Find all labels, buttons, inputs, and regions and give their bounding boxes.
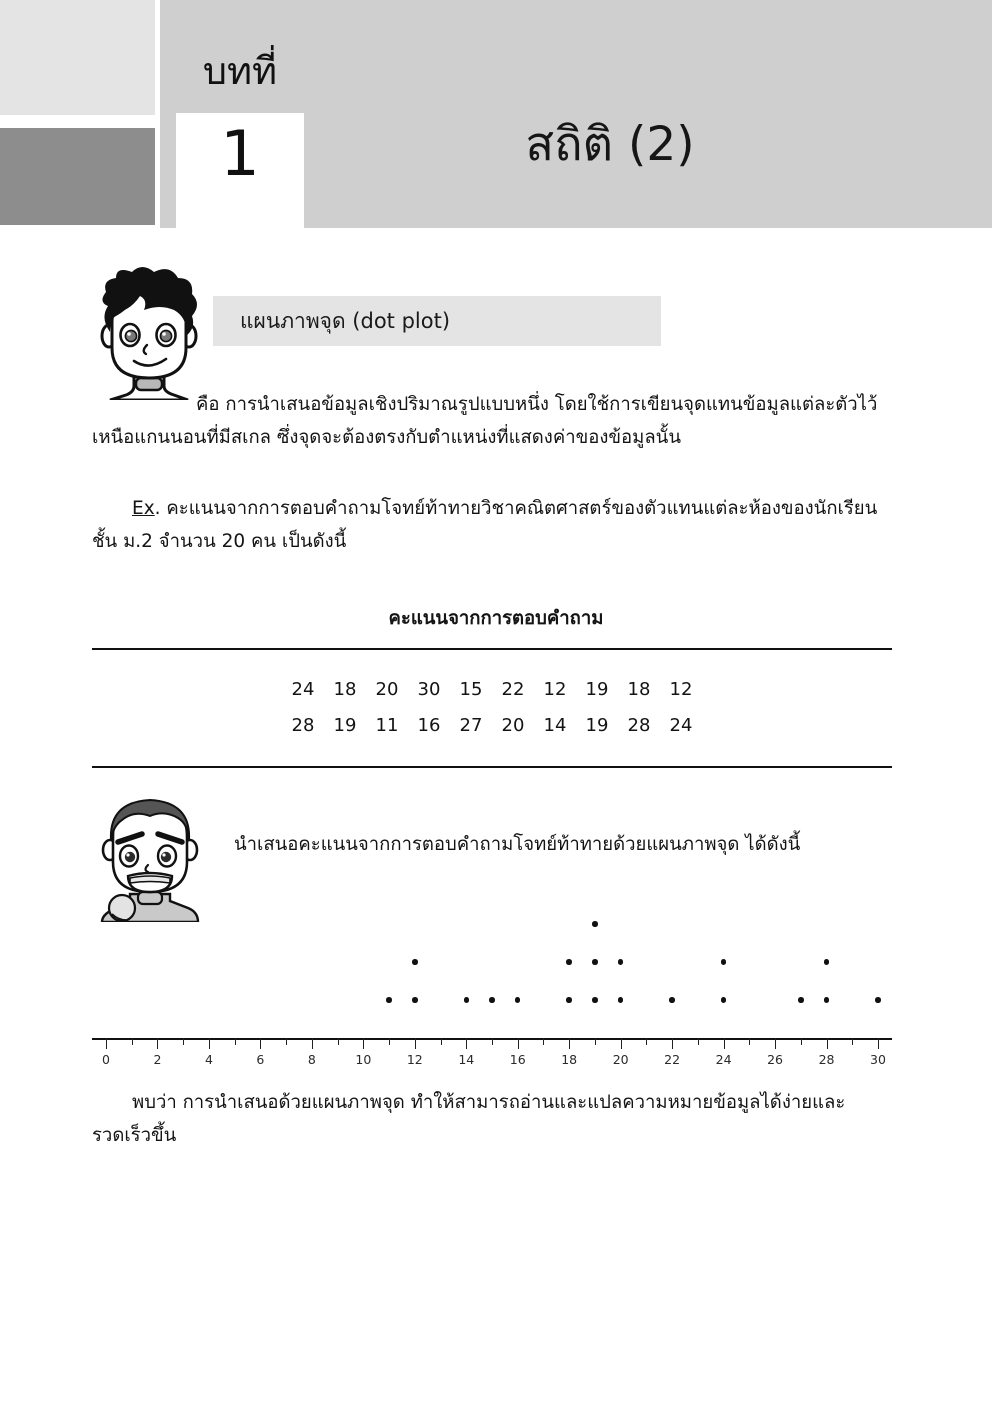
table-cell: 15 — [459, 679, 483, 700]
axis-tick-major — [878, 1038, 879, 1049]
axis-tick-minor — [852, 1038, 853, 1045]
axis-tick-label: 20 — [612, 1052, 629, 1067]
table-cell: 28 — [291, 715, 315, 736]
axis-tick-major — [724, 1038, 725, 1049]
table-cell: 24 — [669, 715, 693, 736]
axis-tick-major — [363, 1038, 364, 1049]
table-cell: 12 — [543, 679, 567, 700]
axis-tick-minor — [132, 1038, 133, 1045]
table-cell: 14 — [543, 715, 567, 736]
dot-plot-dot — [412, 997, 418, 1003]
axis-tick-minor — [595, 1038, 596, 1045]
axis-tick-major — [106, 1038, 107, 1049]
axis-tick-minor — [749, 1038, 750, 1045]
axis-tick-label: 24 — [715, 1052, 732, 1067]
axis-tick-minor — [286, 1038, 287, 1045]
axis-tick-label: 4 — [204, 1052, 213, 1067]
axis-tick-minor — [543, 1038, 544, 1045]
dot-plot-dot — [592, 959, 598, 965]
axis-tick-major — [157, 1038, 158, 1049]
dot-plot-dot — [618, 997, 624, 1003]
table-cell: 12 — [669, 679, 693, 700]
conclusion-paragraph: พบว่า การนำเสนอด้วยแผนภาพจุด ทำให้สามารถอ่านและแปลความหมายข้อมูลได้ง่ายและรวดเร็วขึ้น — [92, 1092, 846, 1146]
table-cell: 27 — [459, 715, 483, 736]
dot-plot-dot — [721, 959, 727, 965]
header-dark-block-left — [0, 128, 155, 225]
axis-tick-minor — [801, 1038, 802, 1045]
definition-paragraph: คือ การนำเสนอข้อมูลเชิงปริมาณรูปแบบหนึ่ง โดยใช้การเขียนจุดแทนข้อมูลแต่ละตัวไว้เหนือแกนนอนที่มีสเกล ซึ่งจุดจะต้องตรงกับตำแหน่งที่แสดงค่าของข้อมูลนั้น — [92, 394, 878, 448]
chapter-number: 1 — [220, 117, 260, 190]
table-cell: 20 — [375, 679, 399, 700]
axis-tick-minor — [389, 1038, 390, 1045]
axis-tick-label: 0 — [102, 1052, 110, 1067]
page-title: สถิติ (2) — [525, 117, 695, 172]
example-paragraph — [92, 492, 900, 558]
header-light-block-left — [0, 0, 155, 115]
table-cell: 11 — [375, 715, 399, 736]
axis-tick-label: 26 — [767, 1052, 784, 1067]
axis-tick-major — [415, 1038, 416, 1049]
axis-tick-label: 14 — [458, 1052, 475, 1067]
dot-plot-dot — [489, 997, 495, 1003]
axis-tick-label: 6 — [256, 1052, 265, 1067]
spiky-hair-boy-icon — [96, 266, 202, 400]
dot-plot-dot — [566, 959, 572, 965]
axis-tick-minor — [441, 1038, 442, 1045]
axis-tick-major — [518, 1038, 519, 1049]
table-cell: 30 — [417, 679, 441, 700]
axis-tick-label: 2 — [153, 1052, 162, 1067]
table-rule-top — [92, 648, 892, 650]
table-cell: 18 — [627, 679, 651, 700]
dot-plot-dot — [824, 997, 830, 1003]
table-title: คะแนนจากการตอบคำถาม — [388, 608, 604, 629]
table-row — [92, 672, 892, 708]
table-cell: 19 — [585, 715, 609, 736]
axis-tick-label: 18 — [561, 1052, 578, 1067]
table-cell: 24 — [291, 679, 315, 700]
axis-tick-label: 8 — [307, 1052, 316, 1067]
axis-tick-major — [569, 1038, 570, 1049]
axis-tick-major — [209, 1038, 210, 1049]
dot-plot-dot — [386, 997, 392, 1003]
table-cell: 18 — [333, 679, 357, 700]
dot-plot-dot — [515, 997, 521, 1003]
dot-plot-dot — [875, 997, 881, 1003]
dot-plot-dot — [464, 997, 470, 1003]
scores-table — [92, 672, 892, 744]
dot-plot-dot — [618, 959, 624, 965]
section-heading-label: แผนภาพจุด (dot plot) — [240, 309, 451, 333]
table-cell: 19 — [585, 679, 609, 700]
table-row — [92, 708, 892, 744]
axis-tick-major — [827, 1038, 828, 1049]
dot-plot-dot — [566, 997, 572, 1003]
axis-tick-label: 10 — [355, 1052, 372, 1067]
dot-plot-chart — [92, 890, 892, 1075]
chapter-label: บทที่ — [202, 49, 278, 93]
axis-tick-minor — [235, 1038, 236, 1045]
axis-tick-major — [466, 1038, 467, 1049]
axis-tick-minor — [646, 1038, 647, 1045]
axis-tick-label: 12 — [406, 1052, 423, 1067]
axis-tick-major — [775, 1038, 776, 1049]
axis-tick-minor — [492, 1038, 493, 1045]
example-text: . คะแนนจากการตอบคำถามโจทย์ท้าทายวิชาคณิตศาสตร์ของตัวแทนแต่ละห้องของนักเรียนชั้น ม.2 จำนวน 20 คน เป็นดังนี้ — [92, 498, 878, 552]
table-cell: 19 — [333, 715, 357, 736]
dot-plot-dot — [592, 997, 598, 1003]
axis-tick-label: 22 — [664, 1052, 681, 1067]
table-cell: 16 — [417, 715, 441, 736]
present-paragraph: นำเสนอคะแนนจากการตอบคำถามโจทย์ท้าทายด้วยแผนภาพจุด ได้ดังนี้ — [234, 834, 801, 855]
table-cell: 28 — [627, 715, 651, 736]
axis-tick-major — [672, 1038, 673, 1049]
table-cell: 22 — [501, 679, 525, 700]
example-label: Ex — [132, 498, 155, 519]
axis-tick-minor — [338, 1038, 339, 1045]
axis-tick-label: 28 — [818, 1052, 835, 1067]
axis-tick-major — [260, 1038, 261, 1049]
axis-tick-major — [621, 1038, 622, 1049]
table-cell: 20 — [501, 715, 525, 736]
axis-tick-label: 30 — [870, 1052, 886, 1067]
axis-tick-minor — [698, 1038, 699, 1045]
dot-plot-dot — [669, 997, 675, 1003]
dot-plot-dot — [721, 997, 727, 1003]
dot-plot-dot — [592, 921, 598, 927]
table-rule-bottom — [92, 766, 892, 768]
dot-plot-dot — [412, 959, 418, 965]
dot-plot-dot — [824, 959, 830, 965]
axis-tick-label: 16 — [509, 1052, 526, 1067]
axis-tick-major — [312, 1038, 313, 1049]
dot-plot-dot — [798, 997, 804, 1003]
axis-tick-minor — [183, 1038, 184, 1045]
